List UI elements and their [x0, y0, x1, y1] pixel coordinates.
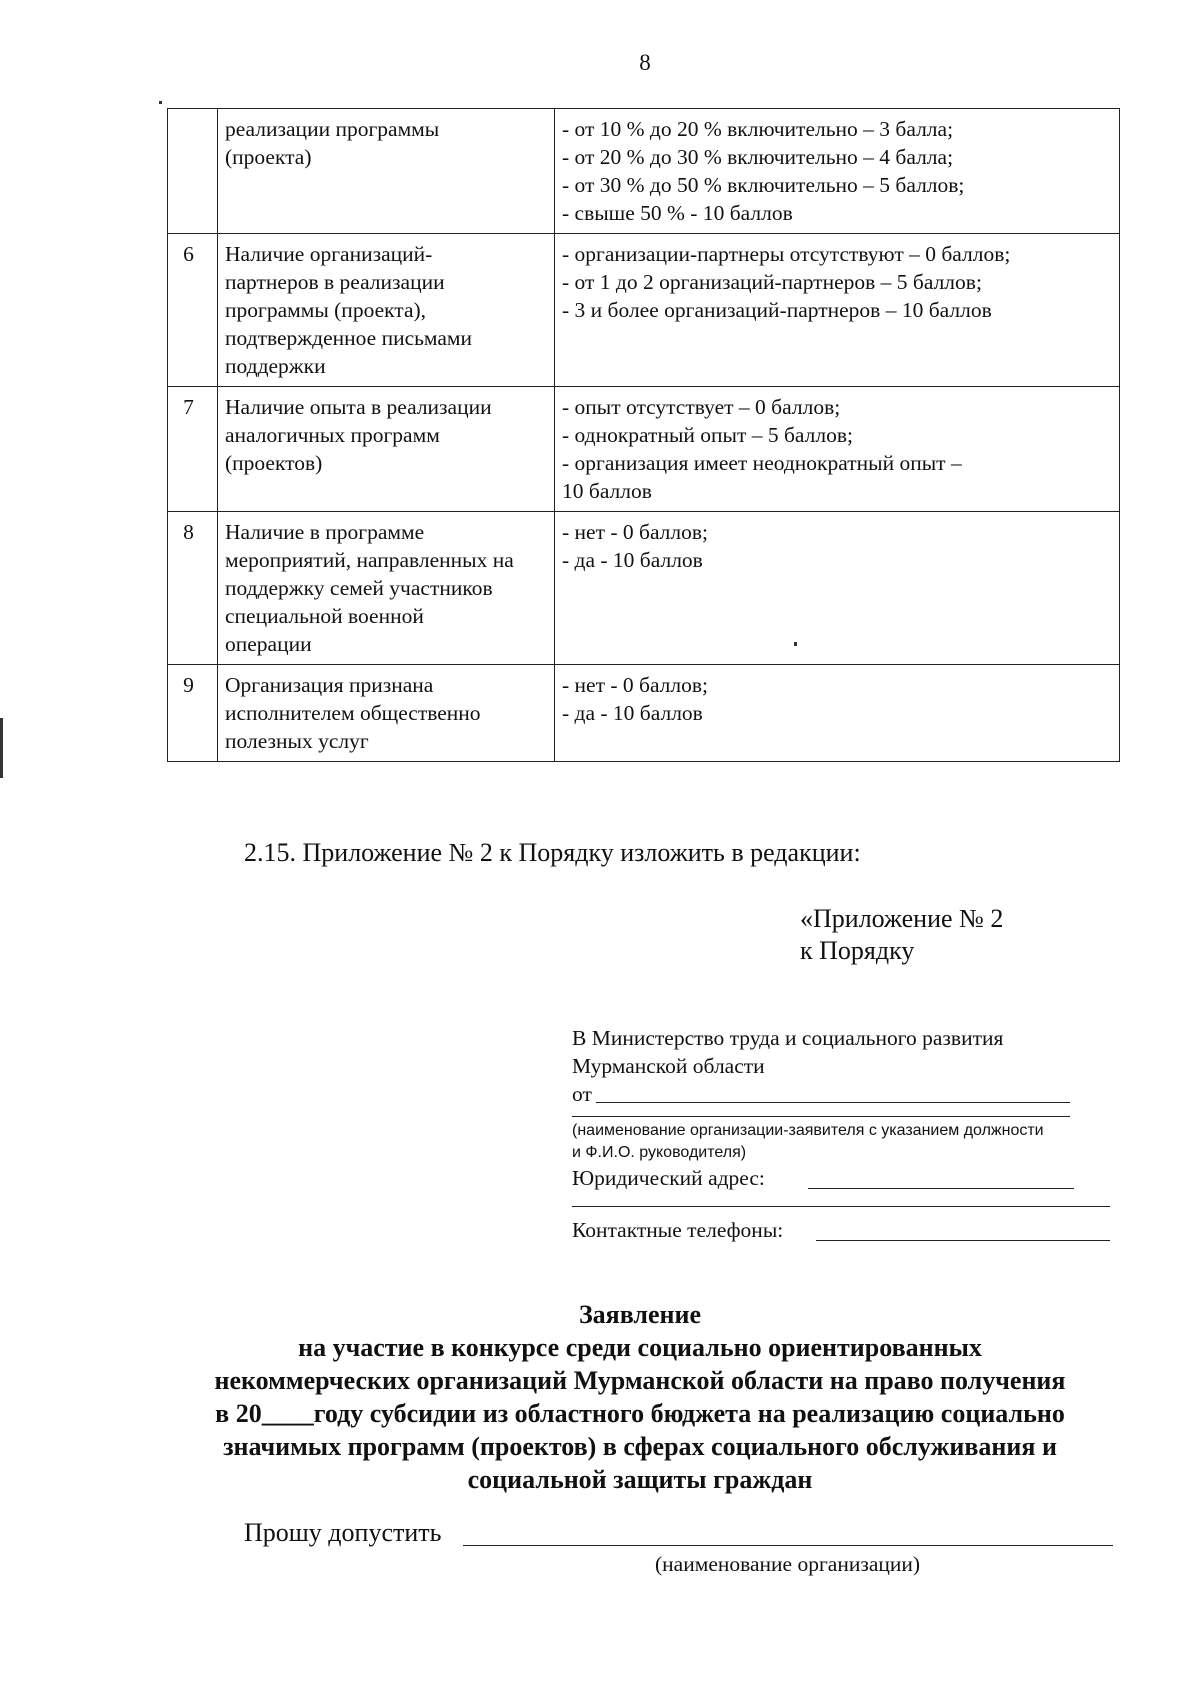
org-name-field[interactable]: [572, 1116, 1070, 1117]
statement-title-line: некоммерческих организаций Мурманской области на право получения: [214, 1366, 1066, 1395]
addressee-block: [572, 1024, 1120, 1244]
scoring-line: - от 10 % до 20 % включительно – 3 балла;: [562, 117, 954, 141]
appendix-heading-line1: «Приложение № 2: [800, 904, 1004, 933]
scoring-cell: [555, 665, 1120, 762]
scoring-line: - 3 и более организаций-партнеров – 10 баллов: [562, 298, 992, 322]
org-name-field-row: [572, 1108, 1120, 1120]
page-number: 8: [639, 50, 651, 75]
criteria-row-number: 6: [168, 234, 218, 387]
org-caption-line1: (наименование организации-заявителя с указанием должности: [572, 1122, 1044, 1139]
scoring-line: - от 1 до 2 организаций-партнеров – 5 баллов;: [562, 270, 982, 294]
scoring-line: - опыт отсутствует – 0 баллов;: [562, 395, 841, 419]
criteria-name-line: программы (проекта),: [225, 298, 427, 322]
from-label: от: [572, 1082, 592, 1106]
statement-title-line: социальной защиты граждан: [467, 1465, 813, 1494]
criteria-name-line: поддержки: [225, 354, 326, 378]
phones-label: Контактные телефоны:: [572, 1218, 784, 1242]
scoring-line: - да - 10 баллов: [562, 701, 703, 725]
phones-row: [572, 1216, 1120, 1244]
criteria-name-line: (проекта): [225, 145, 312, 169]
statement-heading: Заявление: [578, 1300, 702, 1329]
scoring-cell: [555, 109, 1120, 234]
scoring-cell: [555, 387, 1120, 512]
criteria-row: [168, 665, 1120, 762]
scoring-line: - организации-партнеры отсутствуют – 0 баллов;: [562, 242, 1011, 266]
criteria-name-line: Наличие в программе: [225, 520, 425, 544]
criteria-name-cell: [218, 109, 555, 234]
request-org-field[interactable]: [463, 1545, 1113, 1546]
criteria-name-cell: [218, 234, 555, 387]
statement-title-line: в 20____году субсидии из областного бюджета на реализацию социально: [215, 1399, 1065, 1428]
criteria-name-line: поддержку семей участников: [225, 576, 493, 600]
criteria-name-line: специальной военной: [225, 604, 424, 628]
criteria-name-line: мероприятий, направленных на: [225, 548, 514, 572]
criteria-name-cell: [218, 665, 555, 762]
addressee-line2: Мурманской области: [572, 1054, 765, 1078]
legal-address-row: [572, 1164, 1120, 1192]
criteria-name-line: Наличие организаций-: [225, 242, 433, 266]
statement-title-line: значимых программ (проектов) в сферах социального обслуживания и: [223, 1432, 1057, 1461]
scoring-line: - организация имеет неоднократный опыт –: [562, 451, 962, 475]
scoring-cell: [555, 512, 1120, 665]
scoring-line: - нет - 0 баллов;: [562, 673, 709, 697]
legal-address-extra-row: [572, 1192, 1120, 1212]
scoring-line: - от 30 % до 50 % включительно – 5 баллов;: [562, 173, 965, 197]
scoring-line: - однократный опыт – 5 баллов;: [562, 423, 853, 447]
request-label: Прошу допустить: [244, 1518, 442, 1547]
addressee-line1: В Министерство труда и социального развития: [572, 1026, 1004, 1050]
criteria-row: [168, 512, 1120, 665]
criteria-name-line: исполнителем общественно: [225, 701, 481, 725]
scoring-line: - от 20 % до 30 % включительно – 4 балла;: [562, 145, 954, 169]
scan-mark-edge: [0, 718, 3, 778]
phones-field[interactable]: [816, 1240, 1110, 1241]
criteria-row: [168, 387, 1120, 512]
criteria-table: [167, 108, 1120, 762]
org-caption-line2: и Ф.И.О. руководителя): [572, 1144, 747, 1161]
criteria-row-number: 7: [168, 387, 218, 512]
criteria-row-number: [168, 109, 218, 234]
scoring-cell: [555, 234, 1120, 387]
legal-address-field[interactable]: [808, 1188, 1074, 1189]
appendix-heading: [800, 903, 1003, 967]
criteria-name-line: подтвержденное письмами: [225, 326, 473, 350]
criteria-name-line: реализации программы: [225, 117, 440, 141]
criteria-name-line: аналогичных программ: [225, 423, 440, 447]
scan-mark-dot: [159, 101, 162, 104]
statement-title-line: на участие в конкурсе среди социально ориентированных: [298, 1333, 982, 1362]
criteria-name-cell: [218, 387, 555, 512]
scoring-line: - свыше 50 % - 10 баллов: [562, 201, 793, 225]
from-row: [572, 1080, 1120, 1108]
scoring-line: - да - 10 баллов: [562, 548, 703, 572]
from-field[interactable]: [596, 1102, 1070, 1103]
criteria-name-line: Наличие опыта в реализации: [225, 395, 492, 419]
request-caption: (наименование организации): [655, 1552, 921, 1576]
criteria-row: [168, 234, 1120, 387]
criteria-name-line: Организация признана: [225, 673, 434, 697]
legal-address-field-extra[interactable]: [572, 1206, 1110, 1207]
legal-address-label: Юридический адрес:: [572, 1166, 765, 1190]
criteria-name-line: полезных услуг: [225, 729, 369, 753]
criteria-name-line: операции: [225, 632, 312, 656]
criteria-row-number: 8: [168, 512, 218, 665]
statement-title: [160, 1298, 1120, 1496]
appendix-heading-line2: к Порядку: [800, 936, 915, 965]
criteria-name-cell: [218, 512, 555, 665]
criteria-row-number: 9: [168, 665, 218, 762]
criteria-name-line: (проектов): [225, 451, 323, 475]
paragraph-2-15: 2.15. Приложение № 2 к Порядку изложить в редакции:: [244, 838, 861, 867]
criteria-name-line: партнеров в реализации: [225, 270, 445, 294]
criteria-row: [168, 109, 1120, 234]
scoring-line: - нет - 0 баллов;: [562, 520, 709, 544]
scoring-line: 10 баллов: [562, 479, 652, 503]
